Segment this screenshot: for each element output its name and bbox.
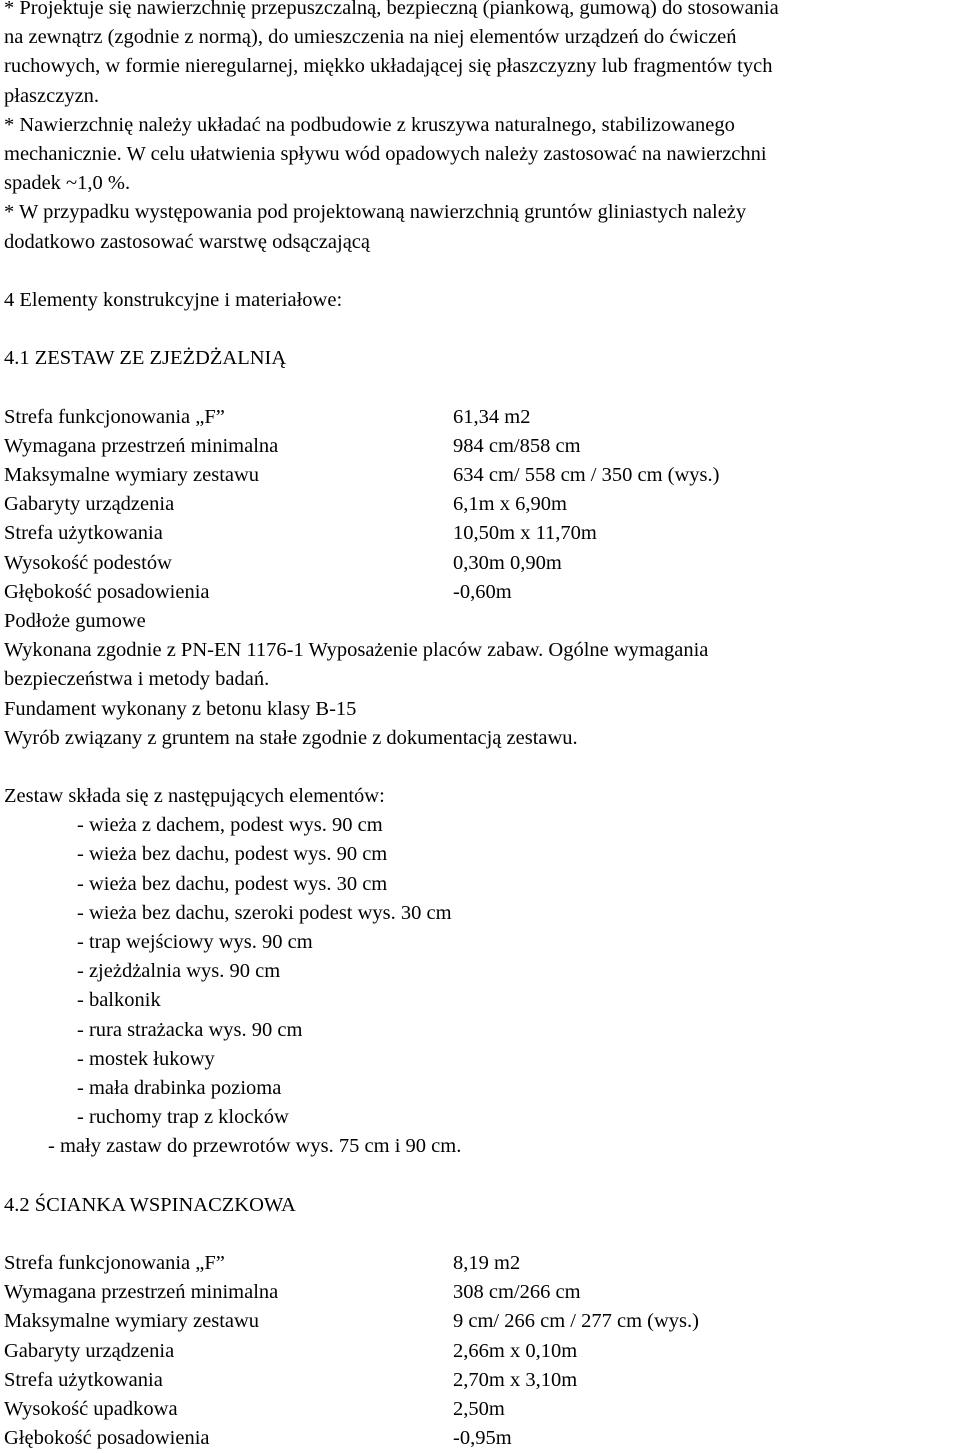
list-item: - ruchomy trap z klocków [77,1106,289,1129]
section-heading: 4 Elementy konstrukcyjne i materiałowe: [4,288,343,311]
spec-value: 634 cm/ 558 cm / 350 cm (wys.) [453,464,720,486]
spec-value: 2,70m x 3,10m [453,1368,578,1391]
spec-label: Głębokość posadowienia [4,1427,210,1450]
note-line: Podłoże gumowe [4,609,146,632]
spec-value: 6,1m x 6,90m [453,493,567,516]
spacer [4,753,956,782]
spec-label: Wymagana przestrzeń minimalna [4,1281,279,1304]
list-item: - wieża bez dachu, podest wys. 90 cm [77,843,388,866]
spec-table-4-2 [4,1249,956,1453]
spec-label: Strefa funkcjonowania „F” [4,1252,225,1275]
spec-table-4-1 [4,403,956,607]
spec-label: Wysokość upadkowa [4,1398,178,1420]
spec-row [4,490,956,519]
spacer [4,373,956,402]
spec-value: 10,50m x 11,70m [453,522,597,545]
list-item: - mała drabinka pozioma [77,1076,282,1099]
list-item: - zjeżdżalnia wys. 90 cm [77,960,281,983]
spec-label: Głębokość posadowienia [4,580,210,603]
text-line: * Projektuje się nawierzchnię przepuszczalną, bezpieczną (piankową, gumową) do stosowania [4,0,779,19]
components-list [4,811,956,1161]
spec-value: 2,50m [453,1398,505,1420]
spec-row [4,519,956,548]
spec-row [4,1337,956,1366]
spec-value: 0,30m 0,90m [453,551,562,574]
spec-row [4,549,956,578]
spec-value: 308 cm/266 cm [453,1281,581,1304]
intro-text [4,0,956,257]
spec-row [4,1366,956,1395]
spec-row [4,1424,956,1453]
text-line: * W przypadku występowania pod projektowaną nawierzchnią gruntów gliniastych należy [4,201,747,224]
spec-value: -0,95m [453,1427,512,1450]
text-line: mechanicznie. W celu ułatwienia spływu wód opadowych należy zastosować na nawierzchni [4,142,767,165]
text-line: na zewnątrz (zgodnie z normą), do umieszczenia na niej elementów urządzeń do ćwiczeń [4,26,737,49]
text-line: spadek ~1,0 %. [4,172,131,195]
text-line: dodatkowo zastosować warstwę odsączającą [4,230,370,253]
spec-value: 984 cm/858 cm [453,434,581,457]
spec-value: 61,34 m2 [453,405,531,428]
note-line: Wykonana zgodnie z PN-EN 1176-1 Wyposażenie placów zabaw. Ogólne wymagania [4,639,709,662]
list-item: - wieża z dachem, podest wys. 90 cm [77,814,383,837]
note-line: bezpieczeństwa i metody badań. [4,668,270,691]
spec-row [4,1278,956,1307]
spec-label: Maksymalne wymiary zestawu [4,1310,260,1333]
spec-label: Strefa użytkowania [4,1368,163,1391]
subsection-heading-4-1: 4.1 ZESTAW ZE ZJEŻDŻALNIĄ [4,347,287,370]
spec-value: 9 cm/ 266 cm / 277 cm (wys.) [453,1310,699,1333]
list-item: - wieża bez dachu, podest wys. 30 cm [77,872,388,895]
spec-value: -0,60m [453,580,512,603]
spacer [4,315,956,344]
note-line: Wyrób związany z gruntem na stałe zgodnie z dokumentacją zestawu. [4,726,578,749]
spacer [4,257,956,286]
spec-label: Maksymalne wymiary zestawu [4,464,260,486]
text-line: ruchowych, w formie nieregularnej, miękko układającej się płaszczyzny lub fragmentów tych [4,55,773,78]
spec-row [4,461,956,490]
subsection-heading-4-2: 4.2 ŚCIANKA WSPINACZKOWA [4,1193,296,1216]
spec-row [4,432,956,461]
document-page [4,0,956,1453]
text-line: płaszczyzn. [4,84,100,107]
spec-row [4,1249,956,1278]
spec-label: Wysokość podestów [4,551,172,574]
notes-4-1 [4,607,956,753]
spec-row [4,578,956,607]
list-item: - trap wejściowy wys. 90 cm [77,931,313,953]
list-item: - mostek łukowy [77,1047,215,1070]
spec-row [4,1395,956,1424]
list-item: - balkonik [77,989,161,1012]
spacer [4,1162,956,1191]
spec-label: Gabaryty urządzenia [4,1339,175,1362]
spec-row [4,1307,956,1336]
spec-label: Wymagana przestrzeń minimalna [4,434,279,457]
list-item: - rura strażacka wys. 90 cm [77,1018,303,1041]
spec-label: Gabaryty urządzenia [4,493,175,516]
spacer [4,1220,956,1249]
list-item: - wieża bez dachu, szeroki podest wys. 30 cm [77,901,452,924]
spec-value: 2,66m x 0,10m [453,1339,578,1362]
note-line: Fundament wykonany z betonu klasy B-15 [4,697,357,720]
spec-label: Strefa funkcjonowania „F” [4,405,225,428]
spec-label: Strefa użytkowania [4,522,163,545]
spec-value: 8,19 m2 [453,1252,521,1275]
list-item: - mały zastaw do przewrotów wys. 75 cm i 90 cm. [48,1135,462,1158]
text-line: * Nawierzchnię należy układać na podbudowie z kruszywa naturalnego, stabilizowanego [4,113,735,136]
components-intro: Zestaw składa się z następujących elementów: [4,785,385,808]
spec-row [4,403,956,432]
